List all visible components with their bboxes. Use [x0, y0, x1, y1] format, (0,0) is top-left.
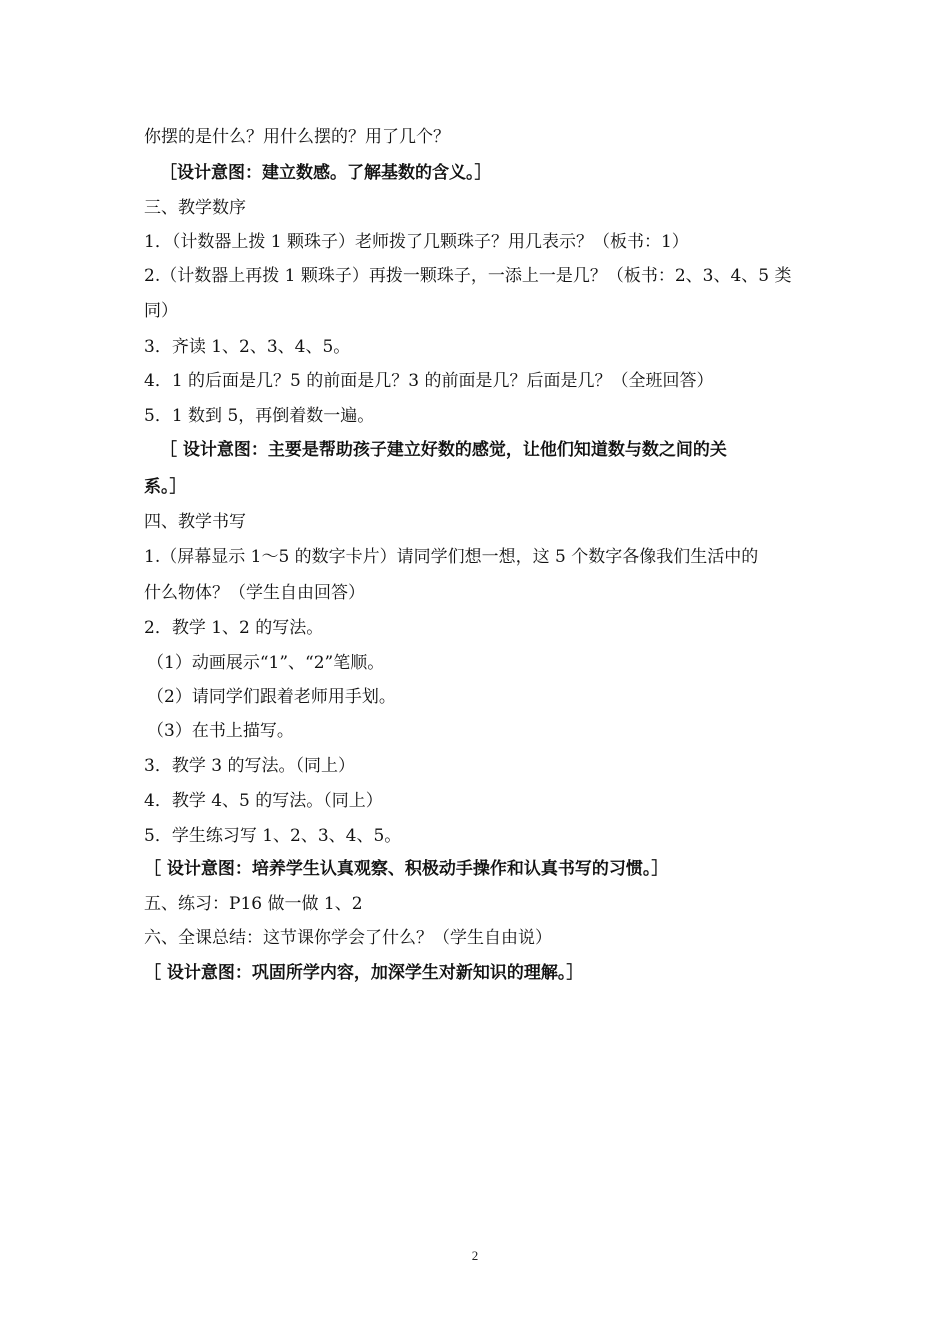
step-4-4: 4．教学 4、5 的写法。（同上） [144, 791, 383, 811]
design-intent-2: ［ 设计意图：主要是帮助孩子建立好数的感觉，让他们知道数与数之间的关 [160, 440, 727, 460]
step-4-1: 1.（屏幕显示 1～5 的数字卡片）请同学们想一想，这 5 个数字各像我们生活中的 [144, 547, 759, 567]
question-line: 你摆的是什么？用什么摆的？用了几个？ [144, 127, 450, 147]
step-4-3: 3．教学 3 的写法。（同上） [144, 756, 355, 776]
design-intent-2-cont: 系。］ [144, 477, 187, 497]
step-3-2: 2.（计数器上再拨 1 颗珠子）再拨一颗珠子，一添上一是几？（板书：2、3、4、5 类 [144, 266, 792, 286]
page-number: 2 [471, 1248, 479, 1263]
step-3-1: 1．（计数器上拨 1 颗珠子）老师拨了几颗珠子？用几表示？（板书：1） [144, 232, 689, 252]
step-4-2: 2．教学 1、2 的写法。 [144, 618, 324, 638]
sub-step-2: （2）请同学们跟着老师用手划。 [147, 687, 396, 707]
step-4-1-cont: 什么物体？（学生自由回答） [144, 583, 365, 603]
step-3-2-cont: 同） [144, 301, 178, 321]
step-3-5: 5．1 数到 5，再倒着数一遍。 [144, 406, 375, 426]
design-intent-3: ［ 设计意图：培养学生认真观察、积极动手操作和认真书写的习惯。］ [144, 859, 669, 879]
step-4-5: 5．学生练习写 1、2、3、4、5。 [144, 826, 402, 846]
design-intent-1: ［设计意图：建立数感。了解基数的含义。］ [160, 163, 492, 183]
sub-step-3: （3）在书上描写。 [147, 721, 294, 741]
section-heading-6: 六、全课总结：这节课你学会了什么？（学生自由说） [144, 928, 552, 948]
section-heading-3: 三、教学数序 [144, 198, 246, 218]
section-heading-5: 五、练习：P16 做一做 1、2 [144, 894, 363, 914]
step-3-4: 4．1 的后面是几？5 的前面是几？3 的前面是几？后面是几？（全班回答） [144, 371, 714, 391]
sub-step-1: （1）动画展示“1”、“2”笔顺。 [147, 653, 385, 673]
step-3-3: 3．齐读 1、2、3、4、5。 [144, 337, 351, 357]
design-intent-4: ［ 设计意图：巩固所学内容，加深学生对新知识的理解。］ [144, 963, 584, 983]
section-heading-4: 四、教学书写 [144, 512, 246, 532]
